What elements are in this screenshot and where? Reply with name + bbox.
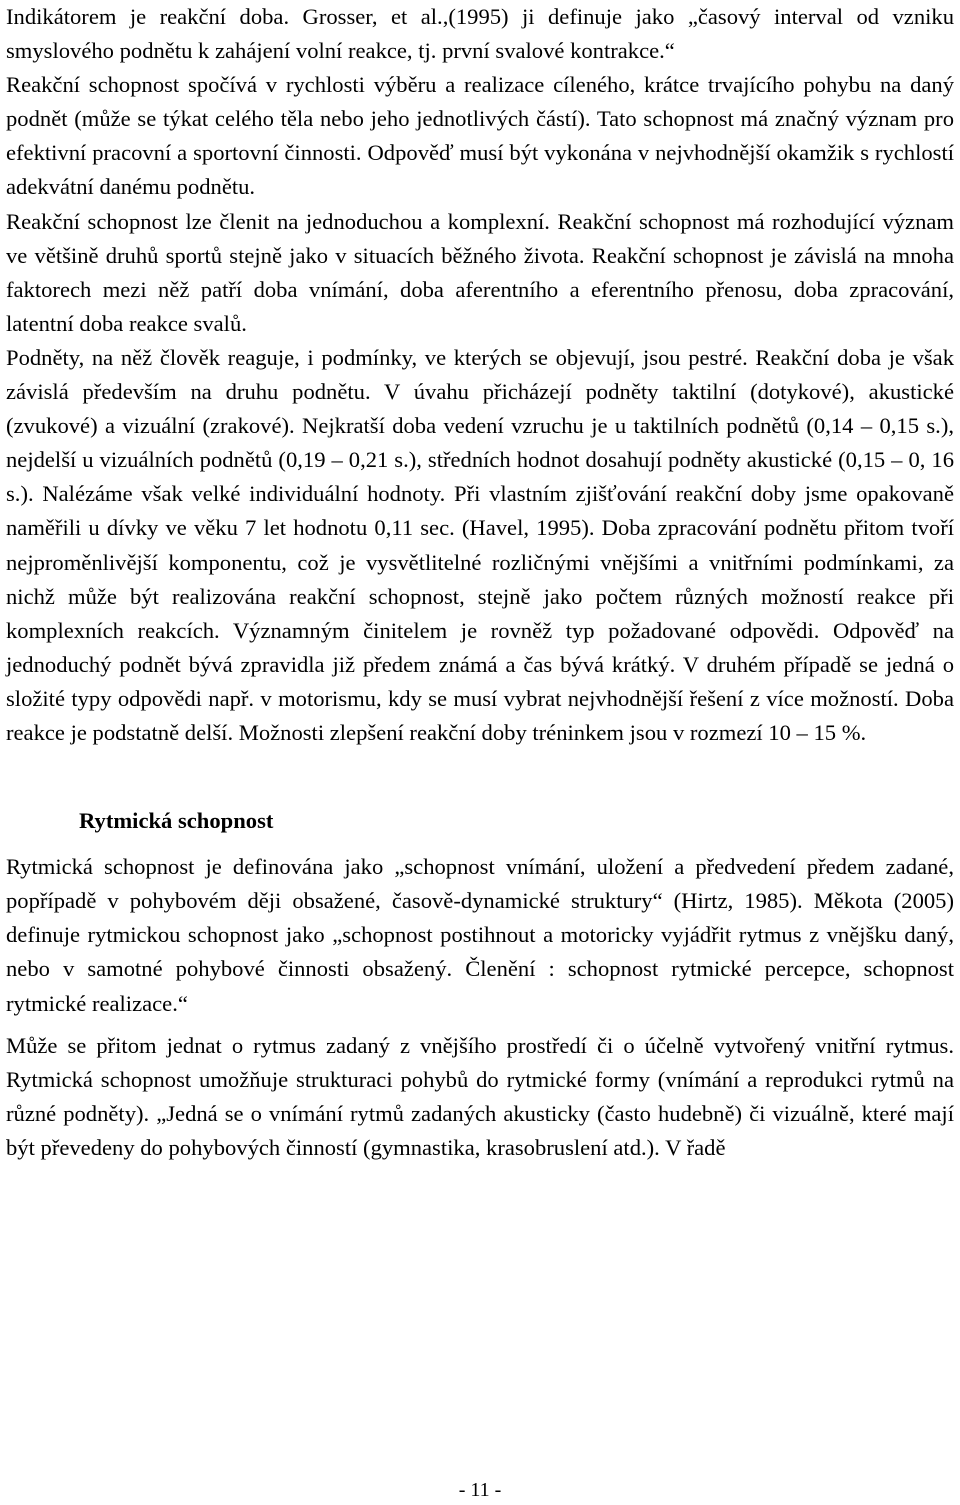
paragraph-rhythm-definition: Rytmická schopnost je definována jako „schopnost vnímání, uložení a předvedení předem zadané, popřípadě v pohybovém ději obsažené, časově-dynamické struktury“ (Hirtz, 1985). Měkota (2005) definuje rytmickou schopnost jako „schopnost postihnout a motoricky vyjádřit rytmus z vnějšku daný, nebo v samotné pohybové činnosti obsažený. Členění : schopnost rytmické percepce, schopnost rytmické realizace.“ bbox=[6, 854, 954, 1016]
paragraph-reaction-time-definition: Indikátorem je reakční doba. Grosser, et al.,(1995) ji definuje jako „časový interval od vzniku smyslového podnětu k zahájení volní reakce, tj. první svalové kontrakce.“ bbox=[6, 4, 954, 64]
paragraph-reaction-types: Reakční schopnost lze členit na jednoduchou a komplexní. Reakční schopnost má rozhodující význam ve většině druhů sportů stejně jako v situacích běžného života. Reakční schopnost je závislá na mnoha faktorech mezi něž patří doba vnímání, doba aferentního a eferentního přenosu, doba zpracování, latentní doba reakce svalů. bbox=[6, 208, 954, 336]
section-heading: Rytmická schopnost bbox=[79, 808, 274, 834]
page-number: - 11 - bbox=[458, 1479, 502, 1501]
paragraph-stimuli: Podněty, na něž člověk reaguje, i podmínky, ve kterých se objevují, jsou pestré. Reakční doba je však závislá především na druhu podnětu. V úvahu přicházejí podněty taktilní (dotykové), akustické (zvukové) a vizuální (zrakové). Nejkratší doba vedení vzruchu je u taktilních podnětů (0,14 – 0,15 s.), nejdelší u vizuálních podnětů (0,19 – 0,21 s.), středních hodnot dosahují podněty akustické (0,15 – 0, 16 s.). Nalézáme však velké individuální hodnoty. Při vlastním zjišťování reakční doby jsme opakovaně naměřili u dívky ve věku 7 let hodnotu 0,11 sec. (Havel, 1995). Doba zpracování podnětu přitom tvoří nejproměnlivější komponentu, což je vysvětlitelné rozličnými vnějšími a vnitřními podmínkami, za nichž může být realizována reakční schopnost, stejně jako počtem různých možností reakce při komplexních reakcích. Významným činitelem je rovněž typ požadované odpovědi. Odpověď na jednoduchý podnět bývá zpravidla již předem známá a čas bývá krátký. V druhém případě se jedná o složité typy odpovědi např. v motorismu, kdy se musí vybrat nejvhodnější řešení z více možností. Doba reakce je podstatně delší. Možnosti zlepšení reakční doby tréninkem jsou v rozmezí 10 – 15 %. bbox=[6, 344, 954, 745]
document-page bbox=[6, 0, 954, 1165]
paragraph-rhythm-external: Může se přitom jednat o rytmus zadaný z vnějšího prostředí či o účelně vytvořený vnitřní rytmus. Rytmická schopnost umožňuje strukturaci pohybů do rytmické formy (vnímání a reprodukci rytmů na různé podněty). „Jedná se o vnímání rytmů zadaných akusticky (často hudebně) či vizuálně, které mají být převedeny do pohybových činností (gymnastika, krasobruslení atd.). V řadě bbox=[6, 1032, 954, 1160]
paragraph-reaction-ability: Reakční schopnost spočívá v rychlosti výběru a realizace cíleného, krátce trvajícího pohybu na daný podnět (může se týkat celého těla nebo jeho jednotlivých částí). Tato schopnost má značný význam pro efektivní pracovní a sportovní činnosti. Odpověď musí být vykonána v nejvhodnější okamžik s rychlostí adekvátní danému podnětu. bbox=[6, 72, 954, 200]
paragraph-gap bbox=[6, 1021, 954, 1029]
